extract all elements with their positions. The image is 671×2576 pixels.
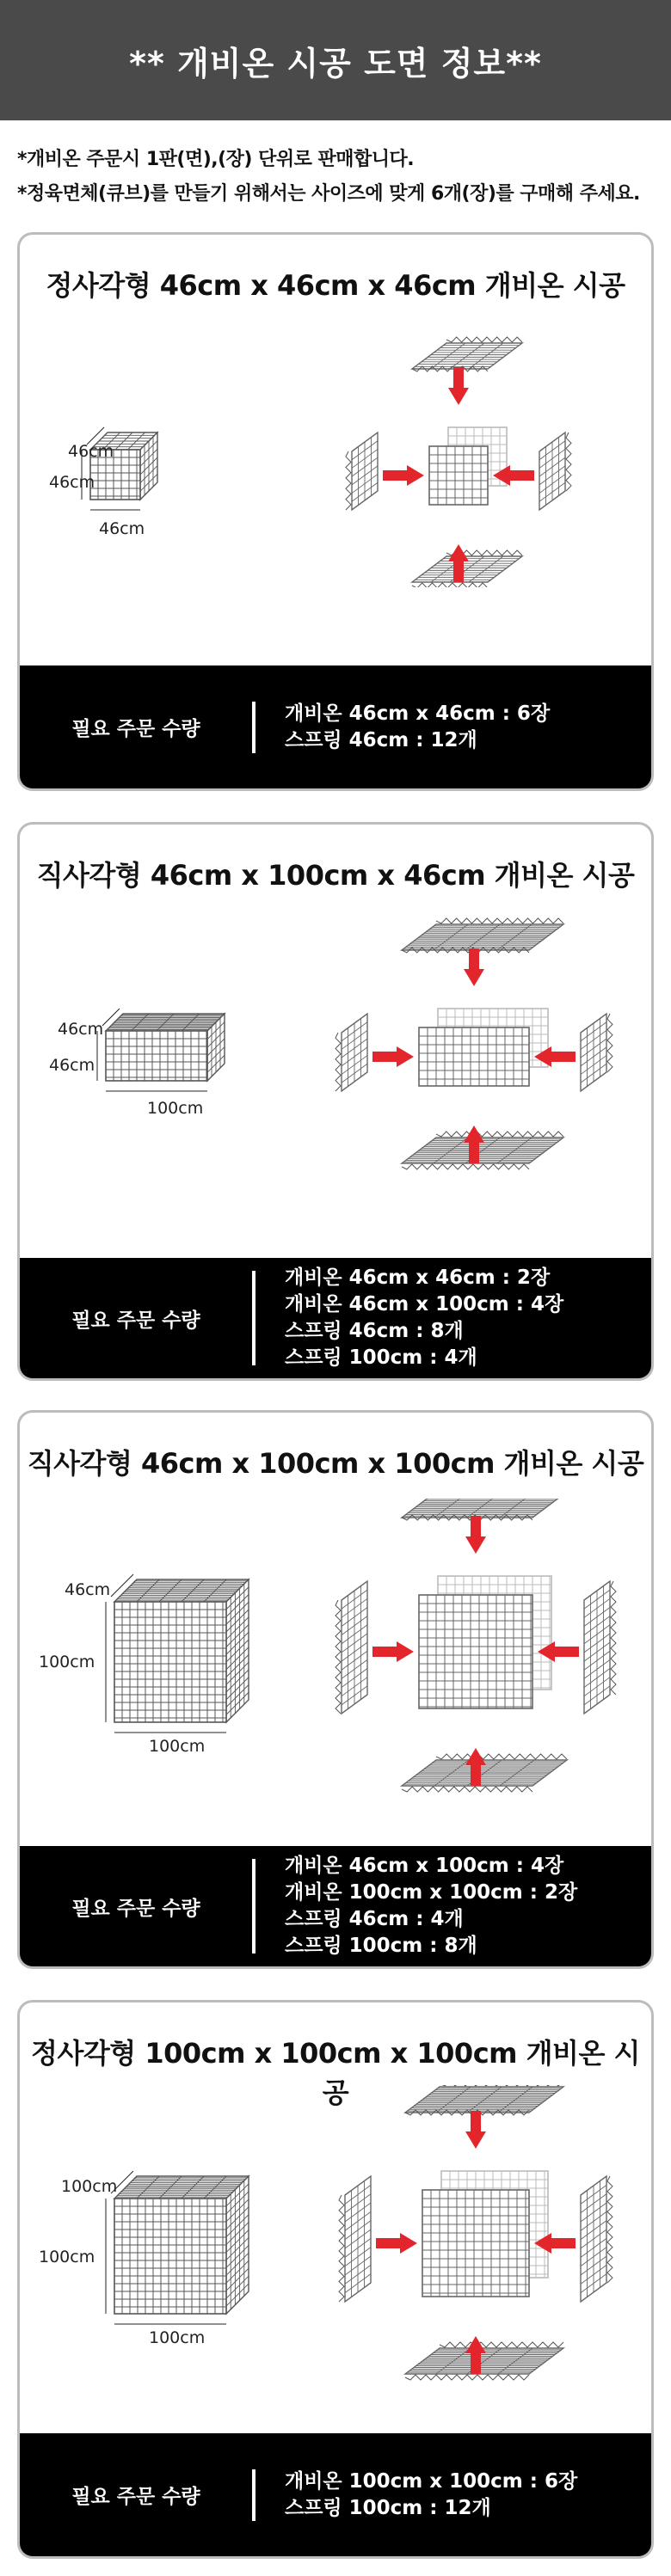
notice <box>0 120 671 224</box>
order-line: 스프링 100cm : 8개 <box>285 1935 477 1957</box>
card-title: 직사각형 46cm x 100cm x 100cm 개비온 시공 <box>27 1447 644 1480</box>
depth-label: 46cm <box>68 442 114 461</box>
exploded-view <box>339 2085 613 2380</box>
order-box <box>20 1846 651 1966</box>
order-line: 개비온 46cm x 46cm : 2장 <box>285 1267 551 1289</box>
exploded-view <box>336 1499 616 1792</box>
notice-line-1: *개비온 주문시 1판(면),(장) 단위로 판매합니다. <box>17 149 415 170</box>
order-line: 개비온 100cm x 100cm : 2장 <box>285 1881 578 1904</box>
height-label: 100cm <box>39 1653 95 1671</box>
order-line: 개비온 46cm x 100cm : 4장 <box>285 1293 564 1316</box>
card-rect-46-100-46 <box>17 822 654 1381</box>
width-label: 46cm <box>99 519 145 538</box>
cube-illustration <box>39 2171 249 2347</box>
card-rect-46-100-100 <box>17 1410 654 1969</box>
height-label: 46cm <box>49 1056 95 1075</box>
page-title: ** 개비온 시공 도면 정보** <box>129 44 542 83</box>
order-line: 스프링 100cm : 12개 <box>285 2496 491 2519</box>
order-line: 개비온 100cm x 100cm : 6장 <box>285 2469 578 2493</box>
notice-line-2: *정육면체(큐브)를 만들기 위해서는 사이즈에 맞게 6개(장)를 구매해 주세요. <box>17 183 640 205</box>
order-line: 스프링 46cm : 12개 <box>285 728 477 751</box>
order-line: 스프링 100cm : 4개 <box>285 1346 477 1369</box>
order-lines <box>255 1265 563 1371</box>
width-label: 100cm <box>147 1099 204 1118</box>
exploded-view <box>336 918 613 1169</box>
depth-label: 46cm <box>65 1580 111 1599</box>
card-cube-100 <box>17 2000 654 2559</box>
order-label: 필요 주문 수량 <box>71 718 200 740</box>
width-label: 100cm <box>149 1737 206 1756</box>
order-lines <box>255 2469 577 2522</box>
card-title: 직사각형 46cm x 100cm x 46cm 개비온 시공 <box>36 859 635 892</box>
height-label: 100cm <box>39 2248 95 2266</box>
cuboid-illustration <box>49 1009 225 1118</box>
width-label: 100cm <box>149 2328 206 2347</box>
page-header <box>0 0 671 120</box>
order-box <box>20 665 651 788</box>
order-lines <box>255 1853 577 1960</box>
order-line: 스프링 46cm : 4개 <box>285 1908 464 1930</box>
order-line: 스프링 46cm : 8개 <box>285 1320 464 1342</box>
card-title: 정사각형 100cm x 100cm x 100cm 개비온 시공 <box>31 2037 640 2109</box>
order-box <box>20 1258 651 1378</box>
order-label: 필요 주문 수량 <box>71 1309 200 1332</box>
assembly-diagram <box>20 329 654 587</box>
exploded-view <box>346 337 571 587</box>
depth-label: 46cm <box>58 1020 104 1039</box>
order-lines <box>255 701 550 754</box>
cuboid-illustration <box>39 1574 249 1756</box>
assembly-diagram <box>20 2085 654 2386</box>
order-label: 필요 주문 수량 <box>71 1897 200 1920</box>
height-label: 46cm <box>49 473 95 492</box>
order-label: 필요 주문 수량 <box>71 2486 200 2508</box>
card-title: 정사각형 46cm x 46cm x 46cm 개비온 시공 <box>46 269 625 302</box>
cube-illustration <box>49 427 157 538</box>
order-box <box>20 2433 651 2556</box>
depth-label: 100cm <box>61 2177 118 2196</box>
assembly-diagram <box>20 902 654 1186</box>
order-line: 개비온 46cm x 46cm : 6장 <box>285 702 551 725</box>
order-line: 개비온 46cm x 100cm : 4장 <box>285 1855 564 1877</box>
card-cube-46 <box>17 232 654 791</box>
assembly-diagram <box>20 1499 654 1800</box>
